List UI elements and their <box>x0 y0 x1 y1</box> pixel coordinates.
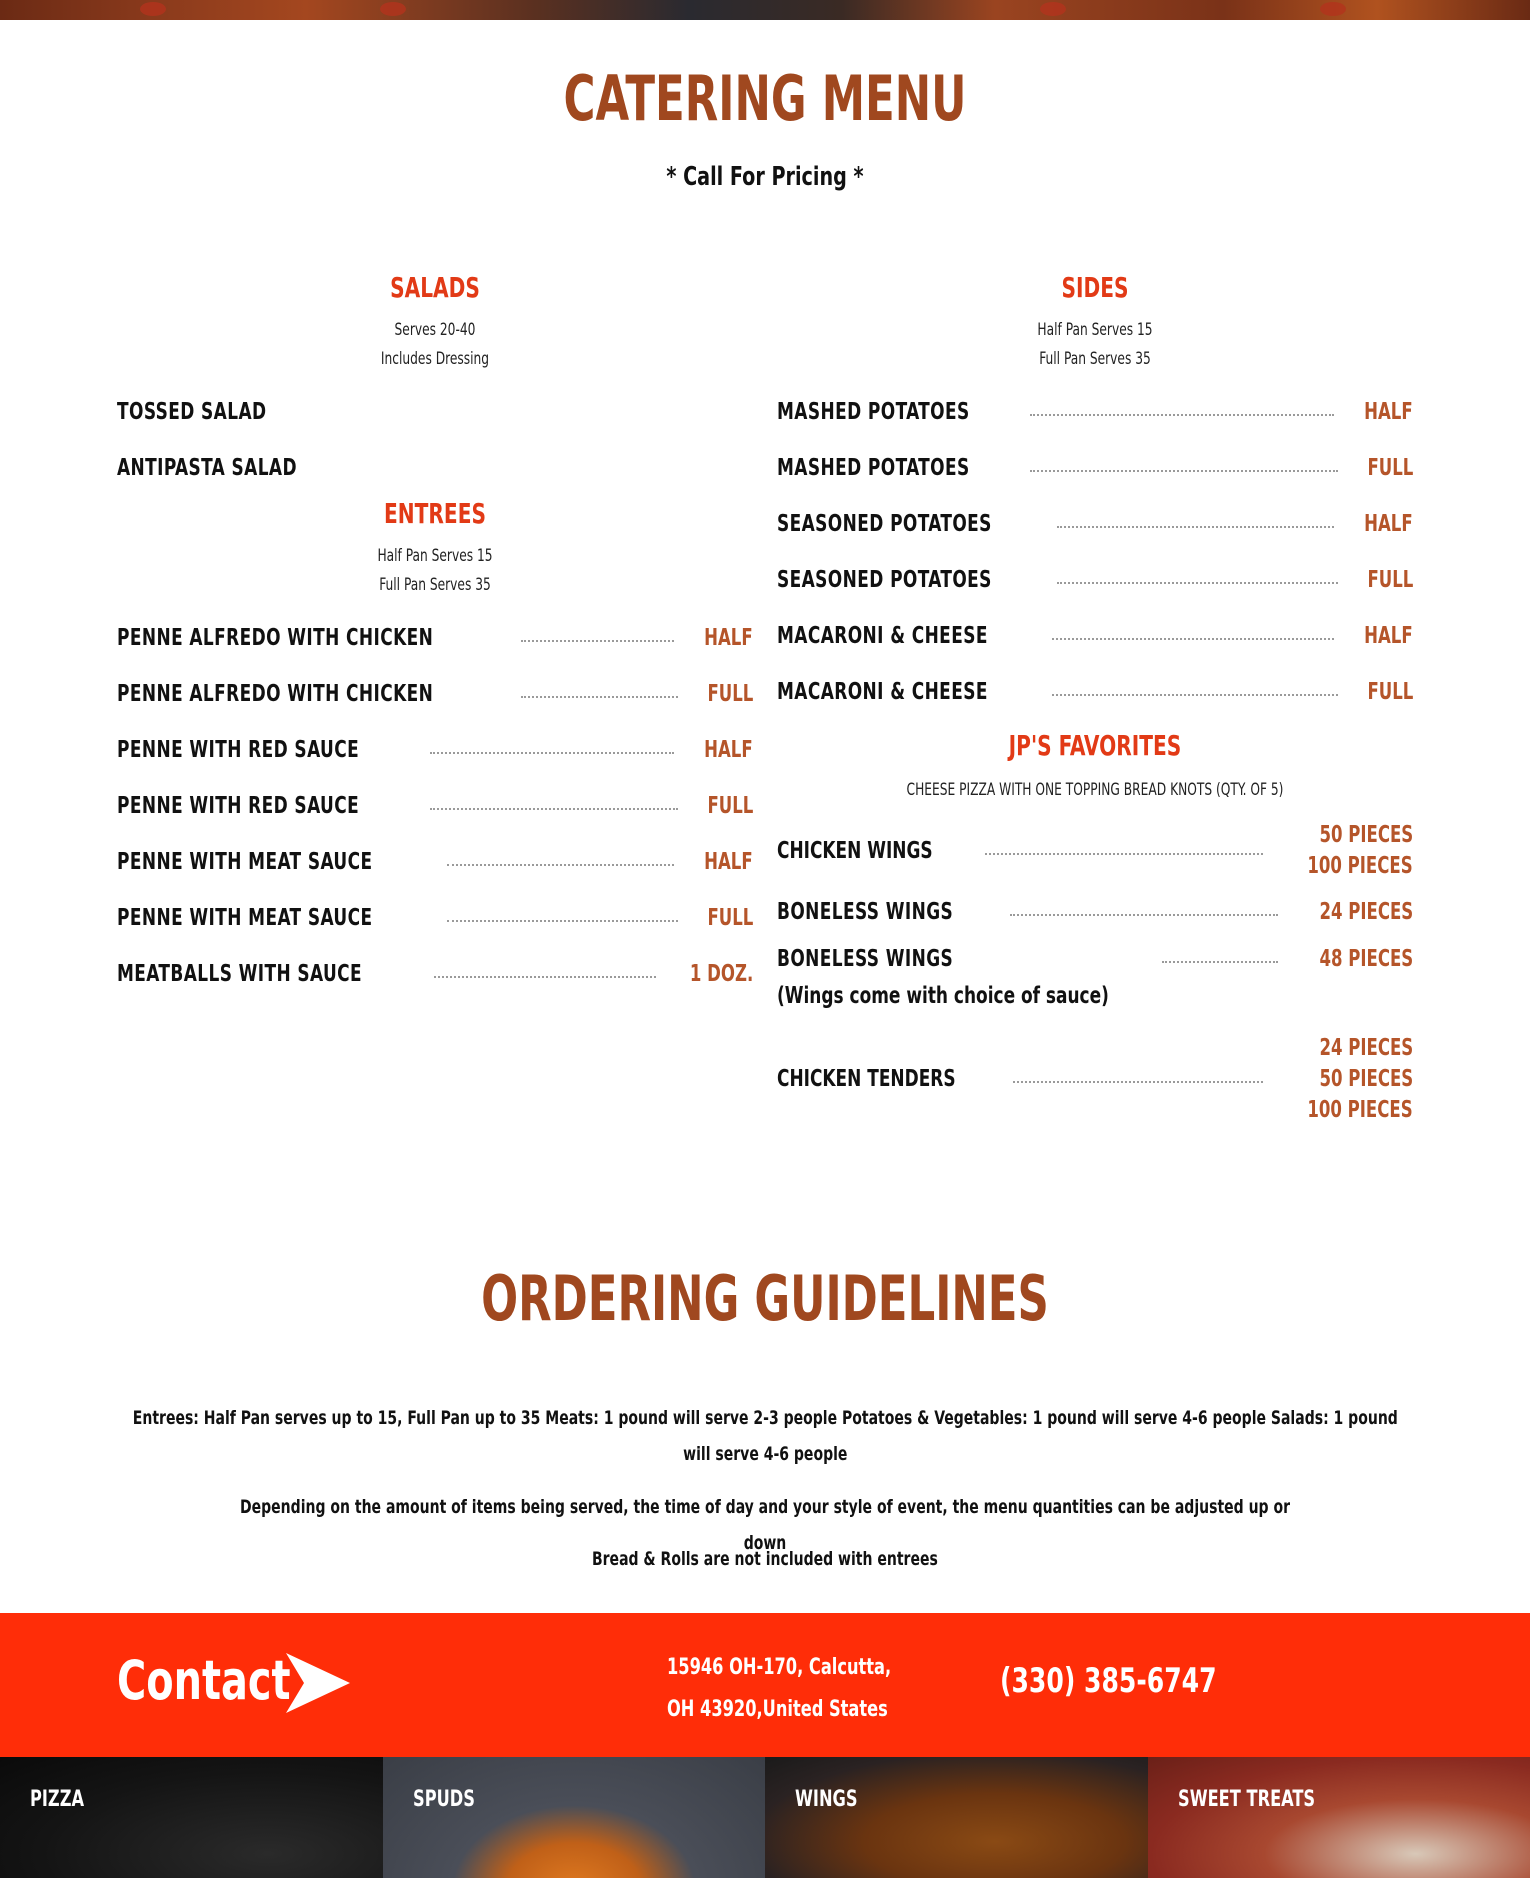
menu-item-price: 50 PIECES <box>1319 1065 1413 1092</box>
menu-item-price: FULL <box>707 681 753 707</box>
menu-item <box>117 890 753 946</box>
menu-item <box>777 664 1413 720</box>
menu-item-name: BONELESS WINGS <box>777 946 954 972</box>
menu-item-name: PENNE WITH RED SAUCE <box>117 793 360 819</box>
contact-address <box>667 1647 891 1731</box>
dotted-leader <box>1030 470 1338 472</box>
menu-item-prices <box>1281 820 1413 882</box>
section-note: Full Pan Serves 35 <box>1039 349 1151 369</box>
menu-item-name: PENNE WITH MEAT SAUCE <box>117 905 373 931</box>
menu-item <box>777 608 1413 664</box>
tile-label: PIZZA <box>30 1787 85 1812</box>
menu-item <box>777 883 1413 941</box>
guidelines-text: Entrees: Half Pan serves up to 15, Full Pan up to 35 Meats: 1 pound will serve 2-3 people Potatoes & Vegetables: 1 pound will serve 4-6 people Salads: 1 pound will serve 4-6 people <box>132 1407 1398 1465</box>
dotted-leader <box>1162 961 1278 963</box>
section-note: Full Pan Serves 35 <box>379 575 491 595</box>
tile-wings[interactable] <box>765 1757 1148 1878</box>
menu-item-name: MASHED POTATOES <box>777 399 970 425</box>
pepperoni-decoration <box>1320 2 1346 16</box>
menu-item-name: MASHED POTATOES <box>777 455 970 481</box>
menu-item-name: MEATBALLS WITH SAUCE <box>117 961 363 987</box>
dotted-leader <box>521 640 675 642</box>
section-note: Half Pan Serves 15 <box>1037 320 1153 340</box>
section-note: Includes Dressing <box>380 349 490 369</box>
menu-item-price: HALF <box>1364 511 1413 537</box>
dotted-leader <box>434 976 656 978</box>
menu-item-price: 1 DOZ. <box>689 961 753 987</box>
menu-item-price: HALF <box>704 849 753 875</box>
tile-label: WINGS <box>795 1787 858 1812</box>
menu-item <box>777 819 1413 883</box>
section-note: CHEESE PIZZA WITH ONE TOPPING BREAD KNOTS (QTY. OF 5) <box>906 780 1284 800</box>
hero-image-strip <box>0 0 1530 20</box>
tile-sweet-treats[interactable] <box>1148 1757 1530 1878</box>
guidelines-text: Bread & Rolls are not included with entrees <box>592 1548 938 1570</box>
menu-item-price: HALF <box>1364 399 1413 425</box>
menu-item <box>777 941 1413 977</box>
dotted-leader <box>447 864 675 866</box>
arrow-right-icon[interactable] <box>286 1653 350 1713</box>
page-title: CATERING MENU <box>563 62 967 135</box>
address-line: 15946 OH-170, Calcutta, <box>667 1655 892 1680</box>
menu-item-price: FULL <box>1367 679 1413 705</box>
menu-item-price: 24 PIECES <box>1319 1034 1413 1061</box>
menu-item <box>777 440 1413 496</box>
menu-item-price: FULL <box>1367 455 1413 481</box>
dotted-leader <box>521 696 678 698</box>
menu-item-name: MACARONI & CHEESE <box>777 623 988 649</box>
tile-label: SWEET TREATS <box>1177 1787 1315 1812</box>
menu-item-name: CHICKEN WINGS <box>777 838 933 864</box>
address-line: OH 43920,United States <box>667 1697 888 1722</box>
menu-item-price: 50 PIECES <box>1319 822 1413 848</box>
dotted-leader <box>430 808 677 810</box>
dotted-leader <box>447 920 678 922</box>
pepperoni-decoration <box>140 2 166 16</box>
menu-item <box>117 946 753 1002</box>
dotted-leader <box>1030 414 1334 416</box>
menu-item <box>117 834 753 890</box>
menu-item <box>117 722 753 778</box>
dotted-leader <box>1057 526 1334 528</box>
menu-item-name: PENNE ALFREDO WITH CHICKEN <box>117 681 434 707</box>
dotted-leader <box>1052 638 1334 640</box>
menu-item <box>777 1033 1413 1125</box>
menu-item-price: HALF <box>704 625 753 651</box>
menu-item-name: MACARONI & CHEESE <box>777 679 988 705</box>
menu-item-price: 24 PIECES <box>1319 899 1413 925</box>
menu-item-price: FULL <box>707 905 753 931</box>
menu-item-price: FULL <box>1367 567 1413 593</box>
menu-item-name: SEASONED POTATOES <box>777 567 992 593</box>
menu-item-name: CHICKEN TENDERS <box>777 1066 956 1092</box>
guidelines-paragraph <box>117 1400 1413 1472</box>
menu-item-name: PENNE WITH MEAT SAUCE <box>117 849 373 875</box>
menu-item-name: BONELESS WINGS <box>777 899 954 925</box>
menu-right-column <box>777 270 1413 1125</box>
menu-item-price: 100 PIECES <box>1307 1096 1413 1123</box>
contact-link[interactable]: Contact <box>117 1649 291 1712</box>
tile-pizza[interactable] <box>0 1757 383 1878</box>
menu-item <box>777 552 1413 608</box>
menu-item-prices <box>1281 1033 1413 1126</box>
menu-item-price: 100 PIECES <box>1307 853 1413 879</box>
pepperoni-decoration <box>1040 2 1066 16</box>
dotted-leader <box>1057 582 1338 584</box>
menu-item-name: TOSSED SALAD <box>117 399 267 425</box>
menu-left-column <box>117 270 753 1002</box>
tile-spuds[interactable] <box>383 1757 766 1878</box>
menu-item-price: HALF <box>704 737 753 763</box>
dotted-leader <box>985 853 1264 855</box>
category-tiles <box>0 1757 1530 1878</box>
menu-item-name: SEASONED POTATOES <box>777 511 992 537</box>
menu-item <box>117 440 753 496</box>
ordering-guidelines-title: ORDERING GUIDELINES <box>481 1262 1049 1335</box>
section-heading-entrees: ENTREES <box>384 497 486 530</box>
menu-item-price: 48 PIECES <box>1319 946 1413 972</box>
guidelines-paragraph <box>117 1541 1413 1577</box>
menu-item-name: ANTIPASTA SALAD <box>117 455 297 481</box>
contact-phone-link[interactable]: (330) 385-6747 <box>1000 1661 1217 1701</box>
menu-item <box>117 778 753 834</box>
menu-item-price: FULL <box>707 793 753 819</box>
section-note: Serves 20-40 <box>394 320 476 340</box>
menu-item <box>117 666 753 722</box>
pepperoni-decoration <box>380 2 406 16</box>
page-subtitle: * Call For Pricing * <box>666 162 864 192</box>
section-heading-favorites: JP'S FAVORITES <box>1008 729 1182 762</box>
section-note: Half Pan Serves 15 <box>377 546 493 566</box>
tile-label: SPUDS <box>412 1787 475 1812</box>
section-heading-salads: SALADS <box>390 271 480 304</box>
contact-bar <box>0 1613 1530 1757</box>
dotted-leader <box>1010 914 1278 916</box>
menu-item <box>117 384 753 440</box>
menu-item <box>777 384 1413 440</box>
guidelines-text: Depending on the amount of items being served, the time of day and your style of event, the menu quantities can be adjusted up or down <box>239 1496 1291 1554</box>
dotted-leader <box>1052 694 1338 696</box>
menu-item-price: HALF <box>1364 623 1413 649</box>
menu-item <box>117 610 753 666</box>
dotted-leader <box>1013 1081 1264 1083</box>
section-heading-sides: SIDES <box>1061 271 1129 304</box>
menu-item <box>777 496 1413 552</box>
menu-item-name: PENNE WITH RED SAUCE <box>117 737 360 763</box>
menu-item-name: PENNE ALFREDO WITH CHICKEN <box>117 625 434 651</box>
wings-sauce-note: (Wings come with choice of sauce) <box>777 983 1109 1009</box>
dotted-leader <box>430 752 674 754</box>
